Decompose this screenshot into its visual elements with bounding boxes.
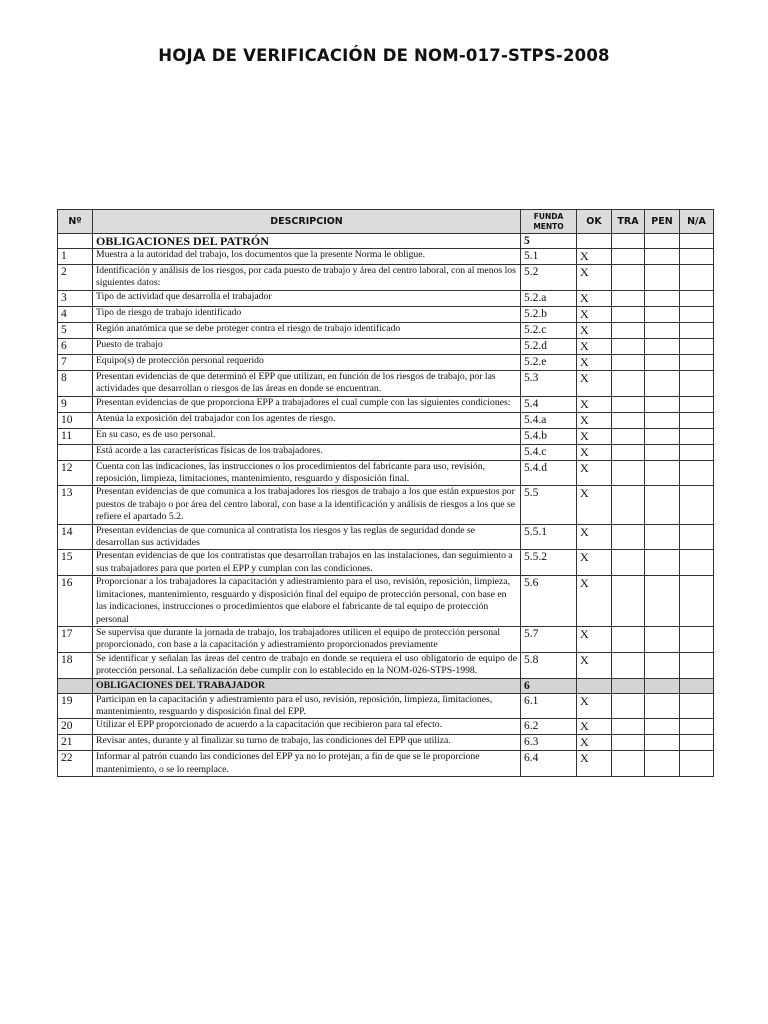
header-description: DESCRIPCION <box>93 210 521 234</box>
row-tra-cell[interactable] <box>612 322 645 338</box>
row-fundamento: 6.3 <box>521 735 577 751</box>
row-description: Región anatómica que se debe proteger contra el riesgo de trabajo identificado <box>93 322 521 338</box>
header-tra: TRA <box>612 210 645 234</box>
table-row <box>58 354 714 370</box>
row-tra-cell[interactable] <box>612 265 645 291</box>
row-tra-cell[interactable] <box>612 338 645 354</box>
row-pen-cell[interactable] <box>645 460 680 486</box>
section-number-cell <box>58 678 93 693</box>
row-fundamento: 5.5 <box>521 486 577 524</box>
section-row <box>58 678 714 693</box>
row-number: 12 <box>58 460 93 486</box>
document-title: HOJA DE VERIFICACIÓN DE NOM-017-STPS-2008 <box>158 46 610 65</box>
section-title: OBLIGACIONES DEL PATRÓN <box>93 234 521 249</box>
section-pen-cell <box>645 234 680 249</box>
row-tra-cell[interactable] <box>612 524 645 550</box>
row-na-cell[interactable] <box>680 576 714 627</box>
row-pen-cell[interactable] <box>645 290 680 306</box>
row-number: 1 <box>58 249 93 265</box>
row-description: Tipo de riesgo de trabajo identificado <box>93 306 521 322</box>
section-number-cell <box>58 234 93 249</box>
row-description: Se supervisa que durante la jornada de trabajo, los trabajadores utilicen el equipo de protección personal proporcionado, con base a la capacitación y adiestramiento proporcionados previamente <box>93 626 521 652</box>
row-description: Utilizar el EPP proporcionado de acuerdo a la capacitación que recibieron para tal efecto. <box>93 719 521 735</box>
table-row <box>58 412 714 428</box>
row-fundamento: 5.5.2 <box>521 550 577 576</box>
row-pen-cell[interactable] <box>645 265 680 291</box>
row-tra-cell[interactable] <box>612 550 645 576</box>
header-row <box>58 210 714 234</box>
section-na-cell <box>680 678 714 693</box>
row-ok-mark[interactable]: X <box>577 396 612 412</box>
row-ok-mark[interactable]: X <box>577 322 612 338</box>
row-description: Proporcionar a los trabajadores la capacitación y adiestramiento para el uso, revisión, reposición, limpieza, limitaciones, mantenimiento, resguardo y disposición final del equipo de protección personal, con base en las indicaciones, instrucciones o procedimientos que elabore el fabricante de tal equipo de protección personal <box>93 576 521 627</box>
row-pen-cell[interactable] <box>645 396 680 412</box>
row-ok-mark[interactable]: X <box>577 626 612 652</box>
table-row <box>58 306 714 322</box>
row-tra-cell[interactable] <box>612 735 645 751</box>
table-row <box>58 486 714 524</box>
row-number: 13 <box>58 486 93 524</box>
row-na-cell[interactable] <box>680 412 714 428</box>
row-na-cell[interactable] <box>680 322 714 338</box>
verification-table <box>57 209 714 777</box>
row-na-cell[interactable] <box>680 444 714 460</box>
row-pen-cell[interactable] <box>645 412 680 428</box>
header-fundamento-line1: FUNDA <box>533 211 564 221</box>
row-ok-mark[interactable]: X <box>577 460 612 486</box>
row-description: Presentan evidencias de que los contratistas que desarrollan trabajos en las instalaciones, dan seguimiento a sus trabajadores para que porten el EPP y cumplan con las condiciones. <box>93 550 521 576</box>
row-description: Informar al patrón cuando las condiciones del EPP ya no lo protejan, a fin de que se le proporcione mantenimiento, o se lo reemplace. <box>93 751 521 777</box>
row-number <box>58 444 93 460</box>
row-number: 15 <box>58 550 93 576</box>
row-pen-cell[interactable] <box>645 444 680 460</box>
row-pen-cell[interactable] <box>645 486 680 524</box>
row-ok-mark[interactable]: X <box>577 486 612 524</box>
section-ok-cell <box>577 678 612 693</box>
table-row <box>58 719 714 735</box>
row-description: Muestra a la autoridad del trabajo, los documentos que la presente Norma le obligue. <box>93 249 521 265</box>
header-pen: PEN <box>645 210 680 234</box>
row-pen-cell[interactable] <box>645 652 680 678</box>
row-ok-mark[interactable]: X <box>577 735 612 751</box>
row-ok-mark[interactable]: X <box>577 524 612 550</box>
row-number: 11 <box>58 428 93 444</box>
section-tra-cell <box>612 234 645 249</box>
row-ok-mark[interactable]: X <box>577 412 612 428</box>
row-pen-cell[interactable] <box>645 626 680 652</box>
row-pen-cell[interactable] <box>645 751 680 777</box>
row-description: Puesto de trabajo <box>93 338 521 354</box>
row-tra-cell[interactable] <box>612 290 645 306</box>
row-description: Presentan evidencias de que comunica al contratista los riesgos y las reglas de seguridad donde se desarrollan sus actividades <box>93 524 521 550</box>
row-description: Presentan evidencias de que proporciona EPP a trabajadores el cual cumple con las siguientes condiciones: <box>93 396 521 412</box>
row-pen-cell[interactable] <box>645 338 680 354</box>
row-na-cell[interactable] <box>680 460 714 486</box>
row-na-cell[interactable] <box>680 735 714 751</box>
row-ok-mark[interactable]: X <box>577 719 612 735</box>
row-fundamento: 6.1 <box>521 693 577 719</box>
row-tra-cell[interactable] <box>612 370 645 396</box>
row-ok-mark[interactable]: X <box>577 550 612 576</box>
row-pen-cell[interactable] <box>645 354 680 370</box>
header-ok: OK <box>577 210 612 234</box>
row-na-cell[interactable] <box>680 370 714 396</box>
row-tra-cell[interactable] <box>612 693 645 719</box>
row-pen-cell[interactable] <box>645 576 680 627</box>
row-description: Cuenta con las indicaciones, las instrucciones o los procedimientos del fabricante para uso, revisión, reposición, limpieza, limitaciones, mantenimiento, resguardo y disposición final. <box>93 460 521 486</box>
row-description: Identificación y análisis de los riesgos, por cada puesto de trabajo y área del centro laboral, con al menos los siguientes datos: <box>93 265 521 291</box>
row-na-cell[interactable] <box>680 396 714 412</box>
row-fundamento: 5.4.b <box>521 428 577 444</box>
row-pen-cell[interactable] <box>645 306 680 322</box>
table-row <box>58 444 714 460</box>
row-fundamento: 5.2.e <box>521 354 577 370</box>
row-fundamento: 5.4.d <box>521 460 577 486</box>
row-pen-cell[interactable] <box>645 719 680 735</box>
row-fundamento: 5.6 <box>521 576 577 627</box>
table-row <box>58 428 714 444</box>
row-na-cell[interactable] <box>680 693 714 719</box>
row-number: 20 <box>58 719 93 735</box>
row-fundamento: 6.4 <box>521 751 577 777</box>
row-ok-mark[interactable]: X <box>577 338 612 354</box>
row-number: 14 <box>58 524 93 550</box>
section-row <box>58 234 714 249</box>
row-description: Se identificar y señalan las áreas del centro de trabajo en donde se requiera el uso obligatorio de equipo de protección personal. La señalización debe cumplir con lo establecido en la NOM-026-STPS-1998. <box>93 652 521 678</box>
row-tra-cell[interactable] <box>612 428 645 444</box>
row-number: 5 <box>58 322 93 338</box>
row-tra-cell[interactable] <box>612 576 645 627</box>
row-na-cell[interactable] <box>680 290 714 306</box>
table-row <box>58 652 714 678</box>
table-row <box>58 396 714 412</box>
table-row <box>58 576 714 627</box>
row-number: 4 <box>58 306 93 322</box>
row-na-cell[interactable] <box>680 652 714 678</box>
row-ok-mark[interactable]: X <box>577 444 612 460</box>
row-ok-mark[interactable]: X <box>577 428 612 444</box>
section-na-cell <box>680 234 714 249</box>
table-row <box>58 751 714 777</box>
row-number: 10 <box>58 412 93 428</box>
table-row <box>58 460 714 486</box>
row-na-cell[interactable] <box>680 719 714 735</box>
row-pen-cell[interactable] <box>645 249 680 265</box>
row-na-cell[interactable] <box>680 524 714 550</box>
row-fundamento: 5.2.b <box>521 306 577 322</box>
row-tra-cell[interactable] <box>612 652 645 678</box>
table-row <box>58 370 714 396</box>
row-fundamento: 5.1 <box>521 249 577 265</box>
row-number: 9 <box>58 396 93 412</box>
row-pen-cell[interactable] <box>645 524 680 550</box>
section-title: OBLIGACIONES DEL TRABAJADOR <box>93 678 521 693</box>
section-ok-cell <box>577 234 612 249</box>
header-fundamento-line2: MENTO <box>533 221 564 231</box>
row-pen-cell[interactable] <box>645 735 680 751</box>
section-fundamento: 5 <box>521 234 577 249</box>
row-na-cell[interactable] <box>680 550 714 576</box>
row-number: 18 <box>58 652 93 678</box>
row-description: Presentan evidencias de que determinó el EPP que utilizan, en función de los riesgos de trabajo, por las actividades que desarrollan o riesgos de las áreas en donde se encuentran. <box>93 370 521 396</box>
row-tra-cell[interactable] <box>612 626 645 652</box>
row-tra-cell[interactable] <box>612 249 645 265</box>
row-number: 8 <box>58 370 93 396</box>
row-fundamento: 5.4 <box>521 396 577 412</box>
row-na-cell[interactable] <box>680 338 714 354</box>
row-number: 2 <box>58 265 93 291</box>
table-row <box>58 249 714 265</box>
row-pen-cell[interactable] <box>645 322 680 338</box>
section-fundamento: 6 <box>521 678 577 693</box>
row-ok-mark[interactable]: X <box>577 290 612 306</box>
row-na-cell[interactable] <box>680 249 714 265</box>
table-body <box>58 234 714 777</box>
row-na-cell[interactable] <box>680 626 714 652</box>
row-fundamento: 5.2.a <box>521 290 577 306</box>
header-na: N/A <box>680 210 714 234</box>
row-tra-cell[interactable] <box>612 306 645 322</box>
row-description: Tipo de actividad que desarrolla el trabajador <box>93 290 521 306</box>
row-ok-mark[interactable]: X <box>577 370 612 396</box>
row-description: Revisar antes, durante y al finalizar su turno de trabajo, las condiciones del EPP que utiliza. <box>93 735 521 751</box>
row-fundamento: 5.8 <box>521 652 577 678</box>
row-fundamento: 5.4.a <box>521 412 577 428</box>
table-row <box>58 290 714 306</box>
row-ok-mark[interactable]: X <box>577 693 612 719</box>
table-row <box>58 693 714 719</box>
row-number: 3 <box>58 290 93 306</box>
header-number: Nº <box>58 210 93 234</box>
row-tra-cell[interactable] <box>612 354 645 370</box>
table-row <box>58 265 714 291</box>
row-fundamento: 5.4.c <box>521 444 577 460</box>
table-row <box>58 524 714 550</box>
section-pen-cell <box>645 678 680 693</box>
row-fundamento: 5.2 <box>521 265 577 291</box>
row-tra-cell[interactable] <box>612 444 645 460</box>
section-tra-cell <box>612 678 645 693</box>
row-number: 6 <box>58 338 93 354</box>
row-number: 16 <box>58 576 93 627</box>
row-pen-cell[interactable] <box>645 370 680 396</box>
row-ok-mark[interactable]: X <box>577 652 612 678</box>
row-tra-cell[interactable] <box>612 460 645 486</box>
row-fundamento: 5.7 <box>521 626 577 652</box>
row-tra-cell[interactable] <box>612 719 645 735</box>
row-ok-mark[interactable]: X <box>577 306 612 322</box>
row-na-cell[interactable] <box>680 751 714 777</box>
row-na-cell[interactable] <box>680 486 714 524</box>
row-ok-mark[interactable]: X <box>577 249 612 265</box>
row-description: Atenúa la exposición del trabajador con los agentes de riesgo. <box>93 412 521 428</box>
row-number: 19 <box>58 693 93 719</box>
row-tra-cell[interactable] <box>612 412 645 428</box>
row-description: Equipo(s) de protección personal requerido <box>93 354 521 370</box>
table-row <box>58 338 714 354</box>
row-fundamento: 5.2.d <box>521 338 577 354</box>
row-fundamento: 6.2 <box>521 719 577 735</box>
row-tra-cell[interactable] <box>612 396 645 412</box>
row-description: Está acorde a las características físicas de los trabajadores. <box>93 444 521 460</box>
row-ok-mark[interactable]: X <box>577 265 612 291</box>
row-pen-cell[interactable] <box>645 693 680 719</box>
row-tra-cell[interactable] <box>612 751 645 777</box>
row-na-cell[interactable] <box>680 306 714 322</box>
table-row <box>58 322 714 338</box>
row-pen-cell[interactable] <box>645 428 680 444</box>
row-fundamento: 5.5.1 <box>521 524 577 550</box>
row-fundamento: 5.3 <box>521 370 577 396</box>
row-na-cell[interactable] <box>680 428 714 444</box>
row-number: 17 <box>58 626 93 652</box>
row-pen-cell[interactable] <box>645 550 680 576</box>
row-tra-cell[interactable] <box>612 486 645 524</box>
row-ok-mark[interactable]: X <box>577 751 612 777</box>
row-na-cell[interactable] <box>680 265 714 291</box>
row-number: 7 <box>58 354 93 370</box>
row-description: Participan en la capacitación y adiestramiento para el uso, revisión, reposición, limpieza, limitaciones, mantenimiento, resguardo y disposición final del EPP. <box>93 693 521 719</box>
table-row <box>58 626 714 652</box>
header-fundamento <box>521 210 577 234</box>
row-fundamento: 5.2.c <box>521 322 577 338</box>
row-ok-mark[interactable]: X <box>577 354 612 370</box>
table-row <box>58 735 714 751</box>
row-ok-mark[interactable]: X <box>577 576 612 627</box>
table-row <box>58 550 714 576</box>
row-number: 22 <box>58 751 93 777</box>
row-na-cell[interactable] <box>680 354 714 370</box>
row-number: 21 <box>58 735 93 751</box>
row-description: Presentan evidencias de que comunica a los trabajadores los riesgos de trabajo a los que están expuestos por puestos de trabajo o por área del centro laboral, con base a la identificación y análisis de riesgos a los que se refiere el apartado 5.2. <box>93 486 521 524</box>
row-description: En su caso, es de uso personal. <box>93 428 521 444</box>
